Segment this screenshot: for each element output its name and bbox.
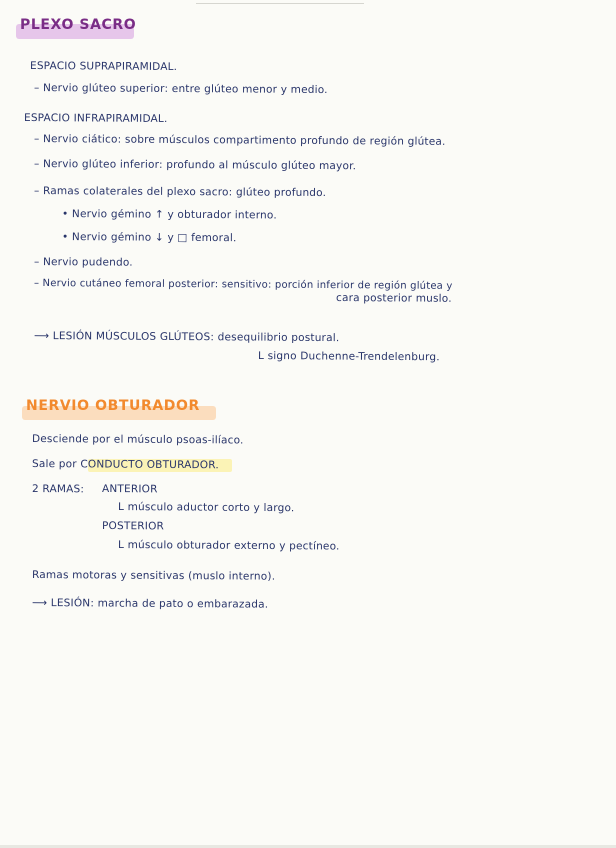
- note-line: – Nervio glúteo inferior: profundo al músculo glúteo mayor.: [33, 158, 357, 173]
- branch-posterior: POSTERIOR: [101, 520, 165, 533]
- heading-espacio-infrapiramidal: ESPACIO INFRAPIRAMIDAL.: [23, 112, 168, 126]
- note-line: – Nervio glúteo superior: entre glúteo menor y medio.: [33, 82, 328, 97]
- note-line: L signo Duchenne-Trendelenburg.: [257, 350, 440, 364]
- note-line: Ramas motoras y sensitivas (muslo interno).: [31, 569, 276, 583]
- note-line-label: 2 RAMAS:: [31, 483, 85, 496]
- note-line: • Nervio gémino ↑ y obturador interno.: [61, 208, 277, 222]
- note-line: • Nervio gémino ↓ y □ femoral.: [61, 231, 237, 245]
- note-line: Desciende por el músculo psoas-ilíaco.: [31, 433, 244, 447]
- lesion-note: ⟶ LESIÓN: marcha de pato o embarazada.: [31, 597, 269, 611]
- page-fold-mark: [196, 3, 364, 4]
- note-line: – Nervio ciático: sobre músculos compartimento profundo de región glútea.: [33, 133, 446, 148]
- note-line: L músculo obturador externo y pectíneo.: [117, 539, 340, 553]
- note-line: – Nervio pudendo.: [33, 256, 133, 269]
- note-line: – Nervio cutáneo femoral posterior: sensitivo: porción inferior de región glútea y: [33, 278, 453, 292]
- note-line: L músculo aductor corto y largo.: [117, 501, 295, 515]
- note-line: – Ramas colaterales del plexo sacro: glúteo profundo.: [33, 185, 327, 200]
- heading-espacio-suprapiramidal: ESPACIO SUPRAPIRAMIDAL.: [29, 60, 178, 74]
- branch-anterior: ANTERIOR: [101, 483, 158, 496]
- note-line-continued: cara posterior muslo.: [335, 292, 452, 305]
- note-line: Sale por CONDUCTO OBTURADOR.: [31, 458, 220, 472]
- lesion-note: ⟶ LESIÓN MÚSCULOS GLÚTEOS: desequilibrio postural.: [33, 330, 340, 345]
- section-title-nervio-obturador: NERVIO OBTURADOR: [26, 398, 200, 414]
- section-title-plexo-sacro: PLEXO SACRO: [20, 17, 137, 33]
